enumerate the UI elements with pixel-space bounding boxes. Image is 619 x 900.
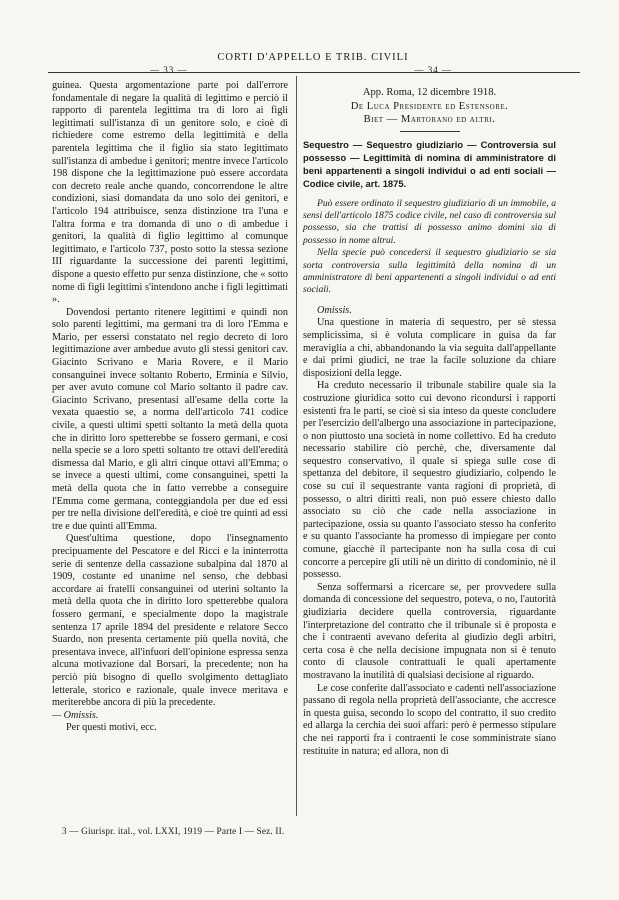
- body-paragraph: Senza soffermarsi a ricercare se, per provvedere sulla domanda di concessione del sequestro, poteva, o no, l'autorità giudiziaria decidere quella controversia, riguardante l'interpretazione del contratto che il tribunale si è proposta e che i contraenti avevano deferita al giudizio degli arbitri, certa cosa è che nella decisione impugnata non si è tenuto conto di clausole contrattuali le quali apertamente mostravano la inutilità di qualsiasi decisione al riguardo.: [303, 581, 556, 681]
- page-number-left: — 33 —: [150, 65, 188, 75]
- page-footer: 3 — Giurispr. ital., vol. LXXI, 1919 — Parte I — Sez. II.: [62, 826, 285, 836]
- body-paragraph: guinea. Questa argomentazione parte poi dall'errore fondamentale di negare la qualità di legittimo e perciò il rapporto di parentela legittima tra di loro ai figli legittimati sull'istanza di un genitore solo, e cioè di richiedere come estremo della legittimità e della parentela legittima che il figlio sia stato legittimato sull'istanza di ambedue i genitori; mentre invece l'articolo 198 dispone che la legittimazione può essere accordata con decreto reale anche quando, concorrendone le altre condizioni, siasi domandata da uno solo dei genitori, e l'articolo 194 attribuisce, senza distinzione tra l'una e l'altra forma e tra domanda di uno o di ambedue i genitori, la qualità di figlio legittimo al comunque legittimato, e l'articolo 737, posto sotto la stessa sezione III riguardante la successione dei parenti legittimi, dispone a questo effetto pur senza distinzione, che « sotto nome di figli legittimi s'intendono anche i figli legittimati ».: [52, 80, 288, 306]
- body-paragraph: Le cose conferite dall'associato e cadenti nell'associazione passano di regola nella proprietà dell'associante, che accresce in questa guisa, secondo lo scopo del contratto, il suo credito ed allarga la cerchia dei suoi affari: però è permesso stipulare che nei rapporti fra i contraenti le cose somministrate siano restituite in natura; ed allora, non di: [303, 682, 556, 757]
- case-subject: Sequestro — Sequestro giudiziario — Controversia sul possesso — Legittimità di nomina di amministratore di beni appartenenti a singoli individui o ad enti sociali — Codice civile, art. 1875.: [303, 138, 556, 189]
- court-date-line: App. Roma, 12 dicembre 1918.: [362, 87, 497, 98]
- legal-maxim: Può essere ordinato il sequestro giudiziario di un immobile, a sensi dell'articolo 1875 codice civile, nel caso di controversia sul possesso, sia che trattisi di possesso animo domini sia di possesso in nome altrui.: [303, 197, 556, 246]
- running-title: CORTI D'APPELLO E TRIB. CIVILI: [217, 52, 409, 63]
- body-paragraph: Una questione in materia di sequestro, per sè stessa semplicissima, si è voluta complicare in guisa da far meraviglia a chi, abbandonando la via seguita dall'appellante e dai primi giudici, ne trae la facile soluzione da chiare disposizioni della legge.: [303, 317, 556, 379]
- judges-line: De Luca Presidente ed Estensore.: [350, 100, 509, 112]
- running-header: [48, 52, 578, 75]
- omissis-marker: — Omissis.: [52, 709, 99, 721]
- closing-formula: Per questi motivi, ecc.: [66, 722, 157, 734]
- header-rule: [48, 72, 580, 73]
- body-paragraph: Ha creduto necessario il tribunale stabilire quale sia la costruzione giuridica sotto cui devono ricondursi i rapporti esistenti fra le parti, se cioè si sia inteso da queste concludere per l'esercizio dell'albergo una associazione in partecipazione, o non piuttosto una società in nome collettivo. Ed ha creduto necessario stabilire ciò perchè, che, diversamente dal sequestro conservativo, il quale si spiega sulle cose di spettanza del debitore, il sequestro giudiziario, colpendo le cose su cui il sequestrante vanta ragioni di proprietà, di possesso, o altri diritti reali, non può essere chiesto dallo associato su ciò che cade nella associazione in partecipazione, ossia su quanto l'associato stesso ha conferito e su quanto l'associante ha promesso di impiegare per conto comune, giacchè il partecipante non ha sulla cosa di cui concorre a percepire gli utili nè un diritto di condominio, nè il possesso.: [303, 380, 556, 581]
- page-number-right: — 34 —: [414, 65, 452, 75]
- case-heading: [303, 86, 556, 127]
- body-paragraph: Dovendosi pertanto ritenere legittimi e quindi non solo parenti legittimi, ma germani tra di loro l'Emma e Mario, per essersi constatato nel regio decreto di loro legittimazione aver ambedue avuto gli stessi genitori cav. Giacinto Scrivano e Maria Rovere, e il Mario consanguinei invece soltanto Roberto, Erminia e Silvio, per aver avuto comune col Mario soltanto il padre cav. Giacinto Scrivano, presentasi all'esame della corte la vexata quaestio se, a norma dell'articolo 741 codice civile, a questi ultimi spetti soltanto la metà della quota che in diritto loro spetterebbe se fossero germani, e così nella specie se a loro spetti soltanto tre ottavi dell'eredità dismessa dal Mario, e gli altri cinque ottavi all'Emma; o se invece a questi ultimi, come consanguinei, spetti la metà della quota che in fatto verrebbe a conseguire l'Emma come germana, conteggiandola per due ed essi per tre nella divisione dell'eredità, e cioè tre quinti ad essi tre e due quinti all'Emma.: [52, 306, 288, 532]
- case-rule: [400, 131, 460, 132]
- omissis-marker: Omissis.: [317, 304, 352, 316]
- right-column: [303, 80, 556, 758]
- column-divider: [296, 76, 297, 816]
- left-column: [52, 80, 288, 735]
- parties-line: Biet — Martorano ed altri.: [363, 114, 496, 125]
- body-paragraph: Quest'ultima questione, dopo l'insegnamento precipuamente del Pescatore e del Ricci e la ininterrotta serie di sentenze della cassazione subalpina dal 1870 al 1909, costante ed unanime nel senso, che debbasi accordare ai fratelli consanguinei od uterini soltanto la metà della quota che in diritto loro spetterebbe qualora fossero germani, e specialmente dopo la magistrale sentenza 17 aprile 1894 del presidente e relatore Secco Suardo, non presenta certamente più quella novità, che presentava invece, all'infuori dell'opinione espressa senza alcuna motivazione dal Borsari, la precedente; non ha perciò più bisogno di quello svolgimento dettagliato letterale, storico e razionale, quale invece meritava e meriterebbe ancora di più la precedente.: [52, 533, 288, 709]
- legal-maxim: Nella specie può concedersi il sequestro giudiziario se sia sorta controversia sulla legittimità della nomina di un amministratore di beni appartenenti a singoli individui o ad enti sociali.: [303, 247, 556, 296]
